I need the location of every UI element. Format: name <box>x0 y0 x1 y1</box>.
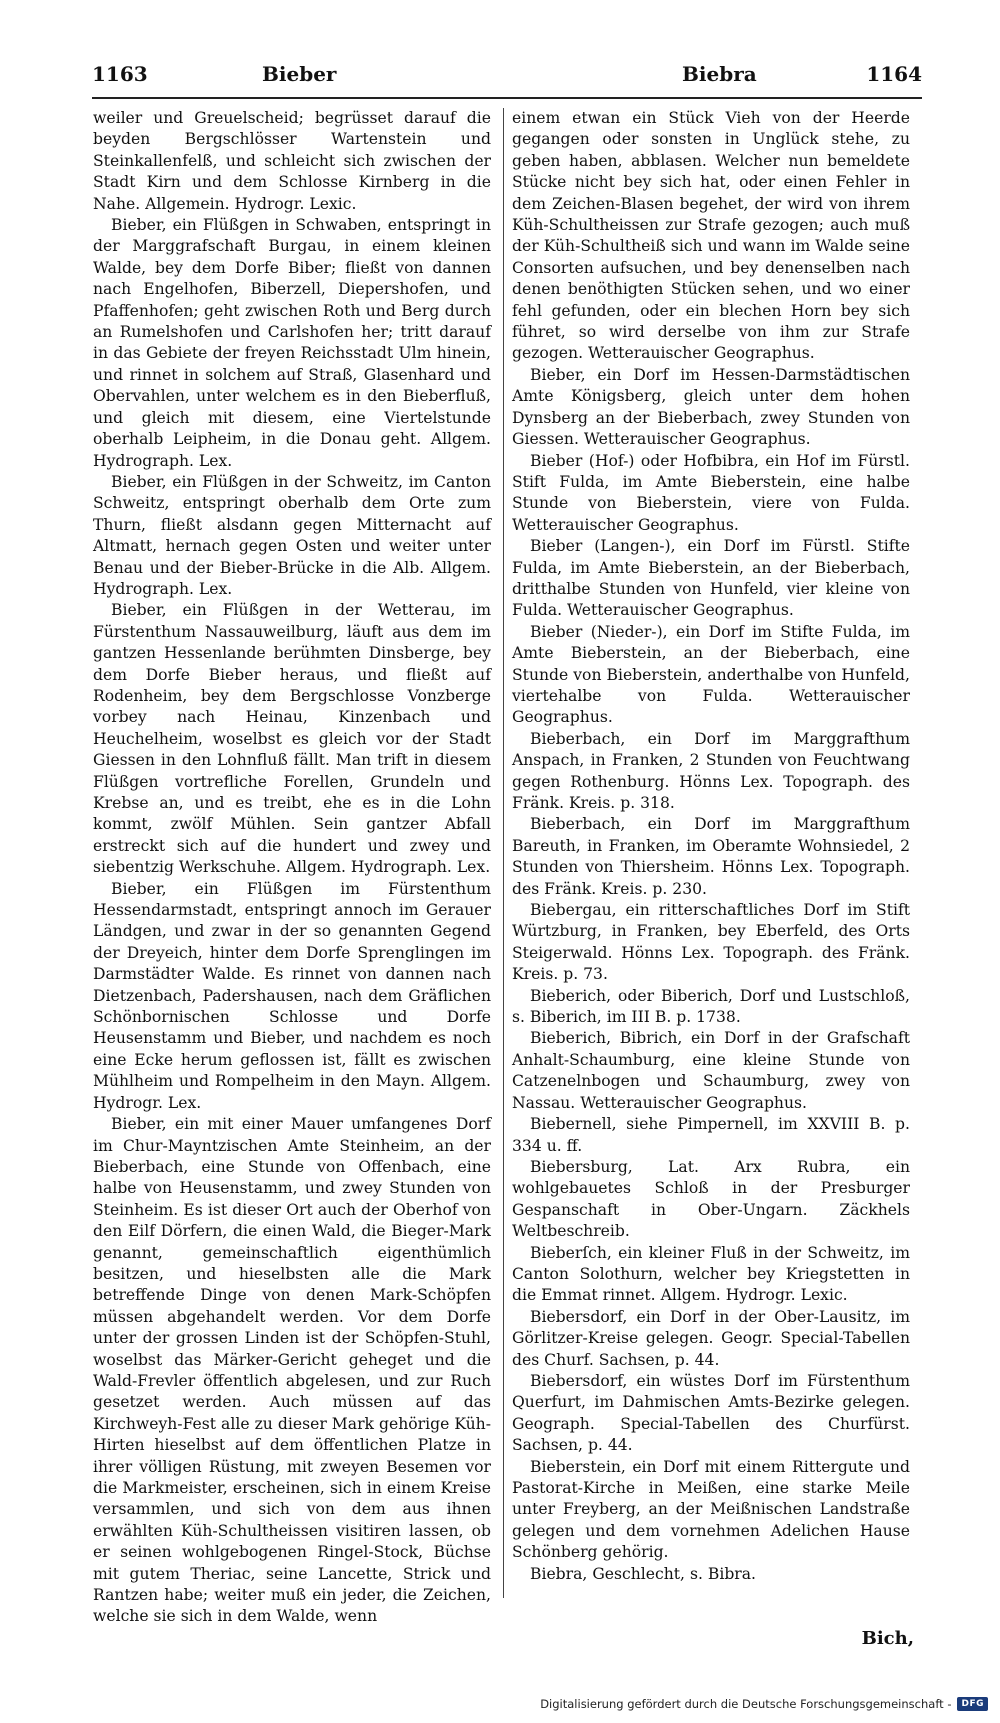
dfg-logo: DFG <box>957 1697 988 1711</box>
running-header <box>92 62 922 96</box>
header-rule <box>92 97 922 99</box>
dictionary-entry: Biebernell, siehe Pimpernell, im XXVIII B. p. 334 u. ff. <box>512 1115 910 1155</box>
left-page-number: 1163 <box>92 62 148 86</box>
dictionary-entry: Biebergau, ein ritterschaftliches Dorf im Stift Würtzburg, in Franken, bey Eberfeld, des Orts Steigerwald. Hönns Lex. Topograph. des Fränk. Kreis. p. 73. <box>512 901 910 984</box>
dictionary-entry: Bieber, ein Flüßgen in der Wetterau, im Fürstenthum Nassauweilburg, läuft aus dem im gantzen Hessenlande berühmten Dinsberge, bey dem Dorfe Bieber heraus, und fließt auf Rodenheim, bey dem Bergschlosse Vonzberge vorbey nach Heinau, Kinzenbach und Heuchelheim, woselbst es gleich vor der Stadt Giessen in den Lohnfluß fällt. Man trift in diesem Flüßgen vortrefliche Forellen, Grundeln und Krebse an, und es treibt, ehe es in die Lohn kommt, zwölf Mühlen. Sein gantzer Abfall erstreckt sich auf die hundert und zwey und siebentzig Werkschuhe. Allgem. Hydrograph. Lex. <box>93 601 491 877</box>
entry-continuation: einem etwan ein Stück Vieh von der Heerde gegangen oder sonsten in Unglück stehe, zu geben haben, abblasen. Welcher nun bemeldete Stücke nicht bey sich hat, oder einen Fehler in dem Zeichen-Blasen begehet, der wird von ihrem Küh-Schultheissen zur Strafe gezogen; auch muß der Küh-Schultheiß sich und wann im Walde seine Consorten aufsuchen, und bey denenselben nach denen benöthigten Stücken sehen, und wo einer fehl gefunden, oder ein blechen Horn bey sich führet, so wird derselbe von ihm zur Strafe gezogen. Wetterauischer Geographus. <box>512 109 910 363</box>
dictionary-entry: Bieber (Hof-) oder Hofbibra, ein Hof im Fürstl. Stift Fulda, im Amte Bieberstein, eine halbe Stunde von Bieberstein, viere von Fulda. Wetterauischer Geographus. <box>512 451 910 534</box>
right-running-head: Biebra <box>682 62 757 86</box>
footer <box>540 1697 988 1711</box>
dictionary-entry: Bieberſch, ein kleiner Fluß in der Schweitz, im Canton Solothurn, welcher bey Kriegstetten in die Emmat rinnet. Allgem. Hydrogr. Lexic. <box>512 1243 910 1305</box>
dictionary-entry: Biebersdorf, ein wüstes Dorf im Fürstenthum Querfurt, im Dahmischen Amts-Bezirke gelegen. Geograph. Special-Tabellen des Churfürst. Sachsen, p. 44. <box>512 1371 910 1455</box>
dictionary-entry: Bieber, ein Dorf im Hessen-Darmstädtischen Amte Königsberg, gleich unter dem hohen Dynsberg an der Bieberbach, zwey Stunden von Giessen. Wetterauischer Geographus. <box>512 365 910 449</box>
catchword: Bich, <box>861 1628 914 1649</box>
dictionary-entry: Bieber (Langen-), ein Dorf im Fürstl. Stifte Fulda, im Amte Bieberstein, an der Bieberbach, dritthalbe Stunden von Hunfeld, vier kleine von Fulda. Wetterauischer Geographus. <box>512 537 910 620</box>
dictionary-entry: Bieber, ein Flüßgen im Fürstenthum Hessendarmstadt, entspringt annoch im Gerauer Ländgen, und zwar in der so genannten Gegend der Dreyeich, hinter dem Dorfe Sprenglingen im Darmstädter Walde. Es rinnet von dannen nach Dietzenbach, Padershausen, nach dem Gräflichen Schönbornischen Schlosse und Dorfe Heusenstamm und Bieber, und nachdem es noch eine Ecke herum geflossen ist, fällt es zwischen Mühlheim und Rompelheim in den Mayn. Allgem. Hydrogr. Lex. <box>93 879 491 1112</box>
dictionary-entry: Bieberich, Bibrich, ein Dorf in der Grafschaft Anhalt-Schaumburg, eine kleine Stunde von Catzenelnbogen und Schaumburg, zwey von Nassau. Wetterauischer Geographus. <box>512 1029 910 1112</box>
dictionary-entry: Bieber, ein mit einer Mauer umfangenes Dorf im Chur-Mayntzischen Amte Steinheim, an der Bieberbach, eine Stunde von Offenbach, eine halbe von Heusenstamm, und zwey Stunden von Steinheim. Es ist dieser Ort auch der Oberhof von den Eilf Dörfern, die einen Wald, die Bieger-Mark genannt, gemeinschaftlich eigenthümlich besitzen, und hieselbsten alle die Mark betreffende Dinge von denen Mark-Schöpfen müssen abgehandelt werden. Vor dem Dorfe unter der grossen Linden ist der Schöpfen-Stuhl, woselbst das Märker-Gericht geheget und die Wald-Frevler öffentlich abgelesen, und zur Ruch gesetzet werden. Auch müssen auf das Kirchweyh-Fest alle zu dieser Mark gehörige Küh-Hirten hieselbst auf dem öffentlichen Platze in ihrer völligen Rüstung, mit zweyen Besemen vor die Markmeister, erscheinen, sich in einem Kreise versammlen, und sich von dem aus ihnen erwählten Küh-Schultheissen visitiren lassen, ob er seinen wohlgebogenen Ringel-Stock, Büchse mit gutem Theriac, seine Lancette, Strick und Rantzen habe; weiter muß ein jeder, die Zeichen, welche sie sich in dem Walde, wenn <box>93 1115 491 1626</box>
dictionary-entry: Bieberstein, ein Dorf mit einem Rittergute und Pastorat-Kirche in Meißen, eine starke Meile unter Freyberg, an der Meißnischen Landstraße gelegen und dem vornehmen Adelichen Hause Schönberg gehörig. <box>512 1457 910 1562</box>
dictionary-entry: Bieberbach, ein Dorf im Marggrafthum Bareuth, in Franken, im Oberamte Wohnsiedel, 2 Stunden von Thiersheim. Hönns Lex. Topograph. des Fränk. Kreis. p. 230. <box>512 815 910 898</box>
left-column <box>93 108 491 1628</box>
dictionary-entry: Biebersdorf, ein Dorf in der Ober-Lausitz, im Görlitzer-Kreise gelegen. Geogr. Special-Tabellen des Churf. Sachsen, p. 44. <box>512 1307 910 1369</box>
right-page-number: 1164 <box>866 62 922 86</box>
dictionary-entry: Bieber, ein Flüßgen in der Schweitz, im Canton Schweitz, entspringt oberhalb dem Orte zum Thurn, fließt alsdann gegen Mitternacht auf Altmatt, hernach gegen Osten und weiter unter Benau und der Bieber-Brücke in die Alb. Allgem. Hydrograph. Lex. <box>93 472 491 598</box>
left-running-head: Bieber <box>262 62 337 86</box>
footer-credit: Digitalisierung gefördert durch die Deutsche Forschungsgemeinschaft - <box>540 1697 952 1711</box>
dictionary-entry: Bieber, ein Flüßgen in Schwaben, entspringt in der Marggrafschaft Burgau, in einem kleinen Walde, bey dem Dorfe Biber; fließt von dannen nach Engelhofen, Biberzell, Diepershofen, und Pfaffenhofen; geht zwischen Roth und Berg durch an Rumelshofen und Carlshofen her; tritt darauf in das Gebiete der freyen Reichsstadt Ulm hinein, und rinnet in solchem auf Straß, Glasenhard und Obervahlen, unter welchem es in den Bieberfluß, und gleich mit diesem, eine Viertelstunde oberhalb Leipheim, in die Donau geht. Allgem. Hydrograph. Lex. <box>93 216 491 470</box>
entry-continuation: weiler und Greuelscheid; begrüsset darauf die beyden Bergschlösser Wartenstein und Steinkallenfelß, und schleicht sich zwischen der Stadt Kirn und dem Schlosse Kirnberg in die Nahe. Allgemein. Hydrogr. Lexic. <box>93 109 491 213</box>
dictionary-entry: Bieberich, oder Biberich, Dorf und Lustschloß, s. Biberich, im III B. p. 1738. <box>512 986 910 1027</box>
dictionary-entry: Biebra, Geschlecht, s. Bibra. <box>530 1564 757 1583</box>
dictionary-entry: Bieberbach, ein Dorf im Marggrafthum Anspach, in Franken, 2 Stunden von Feuchtwang gegen Rothenburg. Hönns Lex. Topograph. des Fränk. Kreis. p. 318. <box>512 729 910 812</box>
right-column <box>512 108 910 1585</box>
dictionary-entry: Biebersburg, Lat. Arx Rubra, ein wohlgebauetes Schloß in der Presburger Gespanschaft in Ober-Ungarn. Zäckhels Weltbeschreib. <box>512 1157 910 1241</box>
column-divider <box>503 108 504 1598</box>
dictionary-entry: Bieber (Nieder-), ein Dorf im Stifte Fulda, im Amte Bieberstein, an der Bieberbach, eine Stunde von Bieberstein, anderthalbe von Hunfeld, viertehalbe von Fulda. Wetterauischer Geographus. <box>512 622 910 727</box>
